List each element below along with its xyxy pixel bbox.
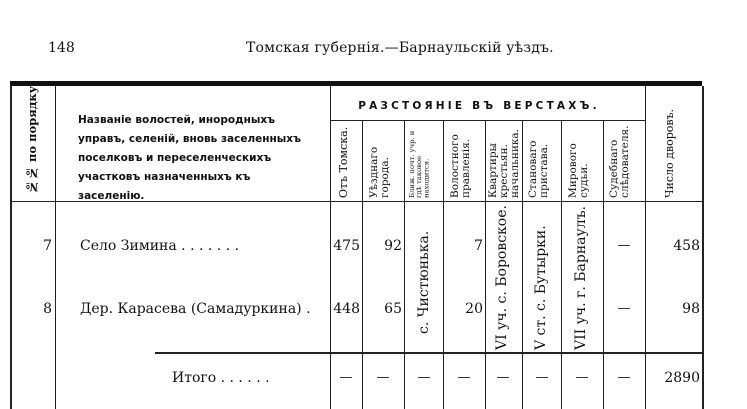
cell-stanovoi: V ст. с. Бутырки. <box>533 225 549 350</box>
col-line <box>362 120 363 409</box>
total-rule <box>155 352 702 354</box>
page-number: 148 <box>48 40 75 56</box>
cell-uyezd-town: 65 <box>384 301 402 317</box>
cell-volost-board: 20 <box>465 301 483 317</box>
total-households: 2890 <box>664 370 700 386</box>
cell-volost-board: 7 <box>474 238 483 254</box>
col-header-distance-group: РАЗСТОЯНІЕ ВЪ ВЕРСТАХЪ. <box>358 100 600 112</box>
col-line <box>702 86 704 409</box>
col-header-households: Число дворовъ. <box>663 108 676 198</box>
table-top-rule <box>10 81 702 86</box>
total-label: Итого . . . . . . <box>172 370 270 386</box>
col-header-peasant-chief: Квартиры крестьян. начальника. <box>487 128 522 198</box>
total-dash: — <box>457 370 471 385</box>
col-header-stanovoi: Становаго пристава. <box>527 140 551 198</box>
col-header-names: Названіе волостей, инородныхъ управъ, селеній, вновь заселенныхъ поселковъ и переселенческихъ участковъ назначенныхъ къ заселенію. <box>78 114 301 202</box>
row-name: Село Зимина . . . . . . . <box>80 238 240 254</box>
col-line <box>645 86 646 409</box>
cell-households: 98 <box>682 301 700 317</box>
cell-from-tomsk: 448 <box>333 301 360 317</box>
total-dash: — <box>496 370 510 385</box>
col-line <box>522 120 523 409</box>
col-line <box>603 120 604 409</box>
col-header-nearest-post: Ближ. почт. учр. и гдѣ таковое находится. <box>408 130 431 198</box>
col-header-mirovoi: Мирового судьи. <box>567 143 591 198</box>
total-dash: — <box>617 370 631 385</box>
col-header-investigator: Судебнаго слѣдователя. <box>608 125 632 198</box>
total-dash: — <box>339 370 353 385</box>
col-header-from-tomsk: Отъ Томска. <box>337 126 350 198</box>
col-header-order-num: №№ по порядку <box>25 85 39 194</box>
row-num: 7 <box>43 238 52 254</box>
col-line <box>55 86 56 409</box>
cell-households: 458 <box>673 238 700 254</box>
col-line <box>10 86 12 409</box>
cell-uyezd-town: 92 <box>384 238 402 254</box>
total-dash: — <box>535 370 549 385</box>
page-title: Томская губернія.—Барнаульскій уѣздъ. <box>246 40 554 56</box>
col-header-uyezd-town: Уѣзднаго города. <box>368 146 392 198</box>
col-line <box>561 120 562 409</box>
total-dash: — <box>575 370 589 385</box>
distance-group-rule <box>330 120 645 121</box>
cell-investigator: — <box>617 238 631 253</box>
col-line <box>404 120 405 409</box>
total-dash: — <box>417 370 431 385</box>
cell-nearest-post: с. Чистюнька. <box>416 230 432 334</box>
cell-investigator: — <box>617 301 631 316</box>
col-line <box>485 120 486 409</box>
row-num: 8 <box>43 301 52 317</box>
col-header-volost-board: Волостного правленія. <box>449 134 473 198</box>
row-name: Дер. Карасева (Самадуркина) . <box>80 301 311 317</box>
col-line <box>443 120 444 409</box>
total-dash: — <box>376 370 390 385</box>
cell-mirovoi: VII уч. г. Барнаулъ. <box>573 205 589 350</box>
cell-peasant-chief: VI уч. с. Боровское. <box>494 205 510 350</box>
cell-from-tomsk: 475 <box>333 238 360 254</box>
